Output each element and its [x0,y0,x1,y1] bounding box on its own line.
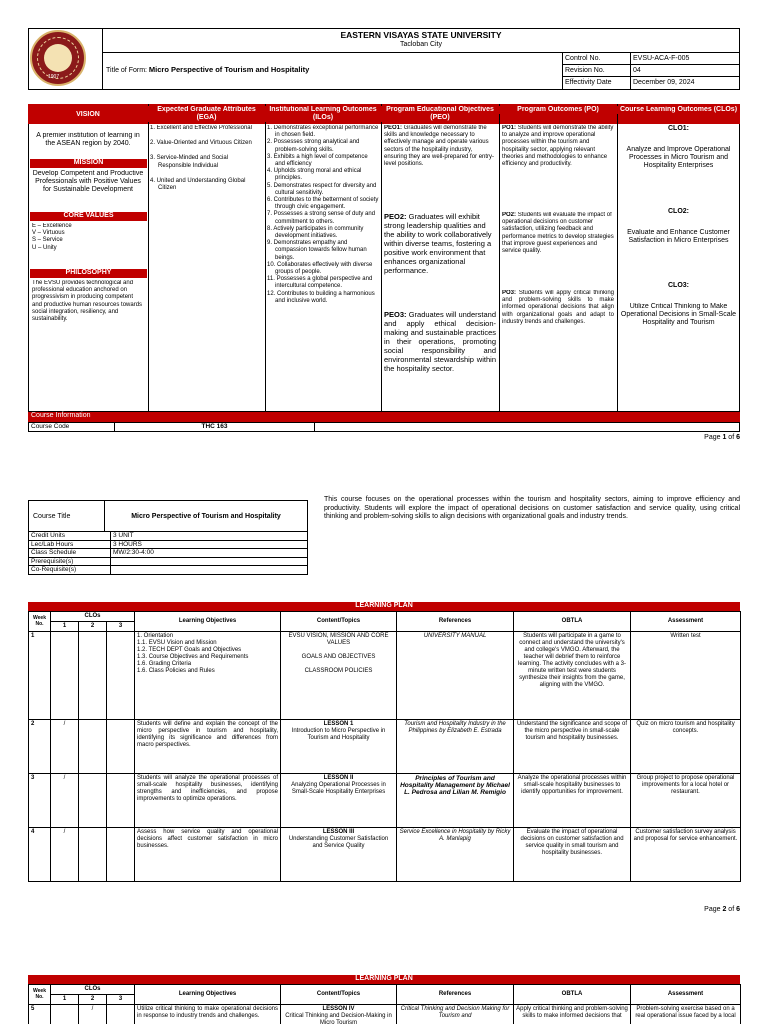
learning-plan-table: Week No. CLOs Learning Objectives Content/Topics References OBTLA Assessment 1 2 3 1 1. Orientation 1.1. EVSU Vision and Mission 1.2. TECH DEPT Goals and Objectives 1.3. Course Objectives and Requirements 1.6. Grading Criteria 1.6. Class Policies and Rules EVSU VISION, MISSION AND CORE VALUES GOALS AND OBJECTIVES CLASSROOM POLICIES UNIVERSITY MANUAL Students will participate in a game to connect and understand the university's and college's VMGO. Afterward, the teacher will debrief them to reinforce learning. The activity concludes with a 3-minute written test were students synthesize their insights from the game, aligning with the VMGO. Written test 2 / Students will define and explain the concept of the micro perspective in tourism and hospitality, identifying its significance and differences from macro perspectives. LESSON 1 Introduction to Micro Perspective in Tourism and Hospitality Tourism and Hospitality Industry in the Philippines by Elizabeth E. Estrada Understand the significance and scope of the micro perspective in small-scale tourism and hospitality businesses. Quiz on micro tourism and hospitality concepts. 3 / Students will analyze the operational processes of small-scale hospitality businesses, identifying strengths and inefficiencies, and propose improvements to optimize operations. LESSON II Analyzing Operational Processes in Small-Scale Hospitality Enterprises Principles of Tourism and Hospitality Management by Michael L. Pedrosa and Lilian M. Remigio Analyze the operational processes within small-scale hospitality businesses to identify opportunities for improvement. Group project to propose operational improvements for a local hotel or restaurant. 4 / Assess how service quality and operational decisions affect customer satisfaction in micro businesses. LESSON III Understanding Customer Satisfaction and Service Quality Service Excellence in Hospitality by Ricky A. Manlapig Evaluate the impact of operational decisions on customer satisfaction and service quality in small tourism and hospitality businesses. Customer satisfaction survey analysis and proposal for service enhancement. [28,611,741,882]
lp-cell-c3 [107,720,135,774]
lp-cell-c1: / [51,774,79,828]
peo3: PEO3: Graduates will understand and apply ethical decision-making and sustainable practices in their operations, promoting social responsibility and environmental stewardship within the hospitality sector. [384,310,496,373]
control-no-label: Control No. [565,55,601,62]
lp-cell-c3 [107,774,135,828]
lp-cell-c1 [51,632,79,720]
lp-cell-obtla: Understand the significance and scope of the micro perspective in small-scale tourism and hospitality businesses. [514,720,631,774]
po-header: Program Outcomes (PO) [499,106,617,114]
table-row [29,632,741,720]
lp-cell-obtla: Students will participate in a game to connect and understand the university's and college's VMGO. Afterward, the teacher will debrief them to reinforce learning. The activity concludes with a 3-minute written test were students synthesize their insights from the game, aligning with the VMGO. [514,632,631,720]
ega-header: Expected Graduate Attributes (EGA) [148,106,265,122]
lp-cell-assessment: Quiz on micro tourism and hospitality concepts. [631,720,741,774]
lp-cell-week: 2 [29,720,51,774]
core-values-header: CORE VALUES [30,212,147,221]
lp-cell-c2 [79,720,107,774]
table-row [29,720,741,774]
revision-no-value: 04 [633,67,641,74]
lp-cell-objectives: Students will define and explain the concept of the micro perspective in tourism and hospitality, identifying its significance and differences from macro perspectives. [135,720,281,774]
clo3-text: Utilize Critical Thinking to Make Operational Decisions in Small-Scale Hospitality and Tourism [620,303,737,326]
philosophy-text: The EVSU provides technological and professional education anchored on progressivism in producing competent and productive human resources towards social integration, resiliency, and sustainability. [32,280,143,323]
clo2-label: CLO2: [668,208,689,215]
lp-cell-assessment: Written test [631,632,741,720]
lp-cell-content: EVSU VISION, MISSION AND CORE VALUES GOALS AND OBJECTIVES CLASSROOM POLICIES [281,632,397,720]
lp-cell-c1: / [51,720,79,774]
ilo-list: 1. Demonstrates exceptional performance in chosen field. 2. Possesses strong analytical and problem-solving skills. 3. Exhibits a high level of competence and efficiency 4. Upholds strong moral and ethical principles. 5. Demonstrates respect for diversity and cultural sensitivity. 6. Contributes to the betterment of society through civic engagement. 7. Possesses a strong sense of duty and commitment to others. 8. Actively participates in community development initiatives. 9. Demonstrates empathy and compassion towards fellow human beings. 10. Collaborates effectively with diverse groups of people. 11. Possesses a global perspective and intercultural competence. 12. Contributes to building a harmonious and inclusive world. [267,125,379,304]
lp-cell-week: 4 [29,828,51,882]
lp-cell-c1: / [51,828,79,882]
lp-cell-references: Principles of Tourism and Hospitality Management by Michael L. Pedrosa and Lilian M. Remigio [397,774,514,828]
ilo-header: Institutional Learning Outcomes (ILOs) [265,106,381,122]
lp-cell-obtla: Evaluate the impact of operational decisions on customer satisfaction and service quality in small tourism and hospitality businesses. [514,828,631,882]
lp-cell-objectives: Students will analyze the operational processes of small-scale hospitality businesses, identifying strengths and inefficiencies, and propose improvements to optimize operations. [135,774,281,828]
po1: PO1: Students will demonstrate the ability to analyze and improve operational processes within the tourism and hospitality sector, applying relevant theories and methodologies to enhance efficiency and productivity. [502,125,614,168]
lp-cell-content: LESSON 1 Introduction to Micro Perspective in Tourism and Hospitality [281,720,397,774]
lp-cell-references: Service Excellence in Hospitality by Ricky A. Manlapig [397,828,514,882]
clo2-text: Evaluate and Enhance Customer Satisfaction in Micro Enterprises [627,229,730,244]
course-info-header: Course Information [28,412,740,422]
peo2: PEO2: Graduates will exhibit strong leadership qualities and the ability to work collaboratively within diverse teams, fostering a positive work environment that enhances organizational performance. [384,212,492,275]
learning-plan-header: LEARNING PLAN [28,602,740,611]
lp-cell-references: Tourism and Hospitality Industry in the Philippines by Elizabeth E. Estrada [397,720,514,774]
control-no-value: EVSU-ACA-F-005 [633,55,690,62]
course-details-table: Credit Units 3 UNIT Lec/Lab Hours 3 HOURS Class Schedule MW/2:30-4:00 Prerequisite(s) Co-Requisite(s) [28,531,308,575]
lp-cell-c2 [79,632,107,720]
learning-plan-table-2: Week No. CLOs Learning Objectives Content/Topics References OBTLA Assessment 1 2 3 5 / Utilize critical thinking to make operational decisions in response to industry trends and challenges. LESSON IV Critical Thinking and Decision-Making in Micro Tourism Critical Thinking and Decision Making for Tourism and Apply critical thinking and problem-solving skills to make informed decisions that Problem-solving exercise based on a real operational issue faced by a local [28,984,741,1024]
page-number-2: Page 2 of 6 [704,906,740,913]
mission-header: MISSION [30,159,147,168]
clo1-label: CLO1: [668,125,689,132]
lp-cell-objectives: Assess how service quality and operational decisions affect customer satisfaction in micro businesses. [135,828,281,882]
lp-cell-content: LESSON II Analyzing Operational Processes in Small-Scale Hospitality Enterprises [281,774,397,828]
learning-plan-header-2: LEARNING PLAN [28,975,740,984]
university-seal-icon: 1907 [30,30,86,86]
vision-text: A premier institution of learning in the ASEAN region by 2040. [36,132,140,147]
course-title-table [28,500,308,532]
peo1: PEO1: Graduates will demonstrate the skills and knowledge necessary to effectively manage and operate various sectors of the hospitality industry, ensuring they are well-prepared for entry-level positions. [384,125,495,168]
philosophy-header: PHILOSOPHY [30,269,147,278]
clo-header: Course Learning Outcomes (CLOs) [617,106,740,114]
lp-cell-references: UNIVERSITY MANUAL [397,632,514,720]
vision-header: VISION [28,111,148,119]
clo3-label: CLO3: [668,282,689,289]
form-title: Title of Form: Micro Perspective of Tourism and Hospitality [106,65,310,74]
effectivity-date-label: Effectivity Date [565,79,612,86]
lp-cell-c3 [107,828,135,882]
core-values-list: E – Excellence V – Virtuous S – Service U – Unity [32,223,72,251]
revision-no-label: Revision No. [565,67,605,74]
course-code-table [28,422,740,432]
table-row: 5 / Utilize critical thinking to make operational decisions in response to industry trends and challenges. LESSON IV Critical Thinking and Decision-Making in Micro Tourism Critical Thinking and Decision Making for Tourism and Apply critical thinking and problem-solving skills to make informed decisions that Problem-solving exercise based on a real operational issue faced by a local [29,1005,741,1024]
university-name: EASTERN VISAYAS STATE UNIVERSITY [340,30,502,40]
lp-cell-c2 [79,828,107,882]
course-title-value: Micro Perspective of Tourism and Hospitality [105,501,308,532]
ega-list: 1. Excellent and Effective Professional 2. Value-Oriented and Virtuous Citizen 3. Service-Minded and Social Responsible Individual 4. United and Understanding Global Citizen [150,125,252,192]
page-number-1: Page 1 of 6 [704,434,740,441]
peo-header: Program Educational Objectives (PEO) [381,106,499,122]
lp-cell-c2 [79,774,107,828]
lp-cell-c3 [107,632,135,720]
course-code-label: Course Code [29,423,115,432]
lp-cell-content: LESSON III Understanding Customer Satisfaction and Service Quality [281,828,397,882]
po3: PO3: Students will apply critical thinking and problem-solving skills to make informed operational decisions that align with organizational goals and adapt to industry trends and challenges. [502,290,614,325]
mission-text: Develop Competent and Productive Professionals with Positive Values for Sustainable Development [32,170,144,193]
lp-cell-week: 3 [29,774,51,828]
university-city: Tacloban City [399,41,443,48]
table-row [29,774,741,828]
lp-cell-assessment: Group project to propose operational improvements for a local hotel or restaurant. [631,774,741,828]
lp-cell-week: 1 [29,632,51,720]
clo1-text: Analyze and Improve Operational Processes in Micro Tourism and Hospitality Enterprises [626,146,731,169]
lp-cell-obtla: Analyze the operational processes within small-scale hospitality businesses to identify opportunities for improvement. [514,774,631,828]
effectivity-date-value: December 09, 2024 [633,79,695,86]
course-description: This course focuses on the operational processes within the tourism and hospitality sectors, aiming to improve efficiency and productivity. Students will explore the impact of operational decisions on customer satisfaction and service quality, using critical thinking and problem-solving skills to align decisions with organizational goals and industry trends. [324,496,740,520]
course-title-label: Course Title [29,501,105,532]
po2: PO2: Students will evaluate the impact of operational decisions on customer satisfaction, utilizing feedback and performance metrics to develop strategies that improve guest experiences and service quality. [502,212,614,255]
lp-cell-assessment: Customer satisfaction survey analysis and proposal for service enhancement. [631,828,741,882]
table-row [29,828,741,882]
lp-cell-objectives: 1. Orientation 1.1. EVSU Vision and Mission 1.2. TECH DEPT Goals and Objectives 1.3. Course Objectives and Requirements 1.6. Grading Criteria 1.6. Class Policies and Rules [135,632,281,720]
course-code-value: THC 163 [115,423,315,432]
